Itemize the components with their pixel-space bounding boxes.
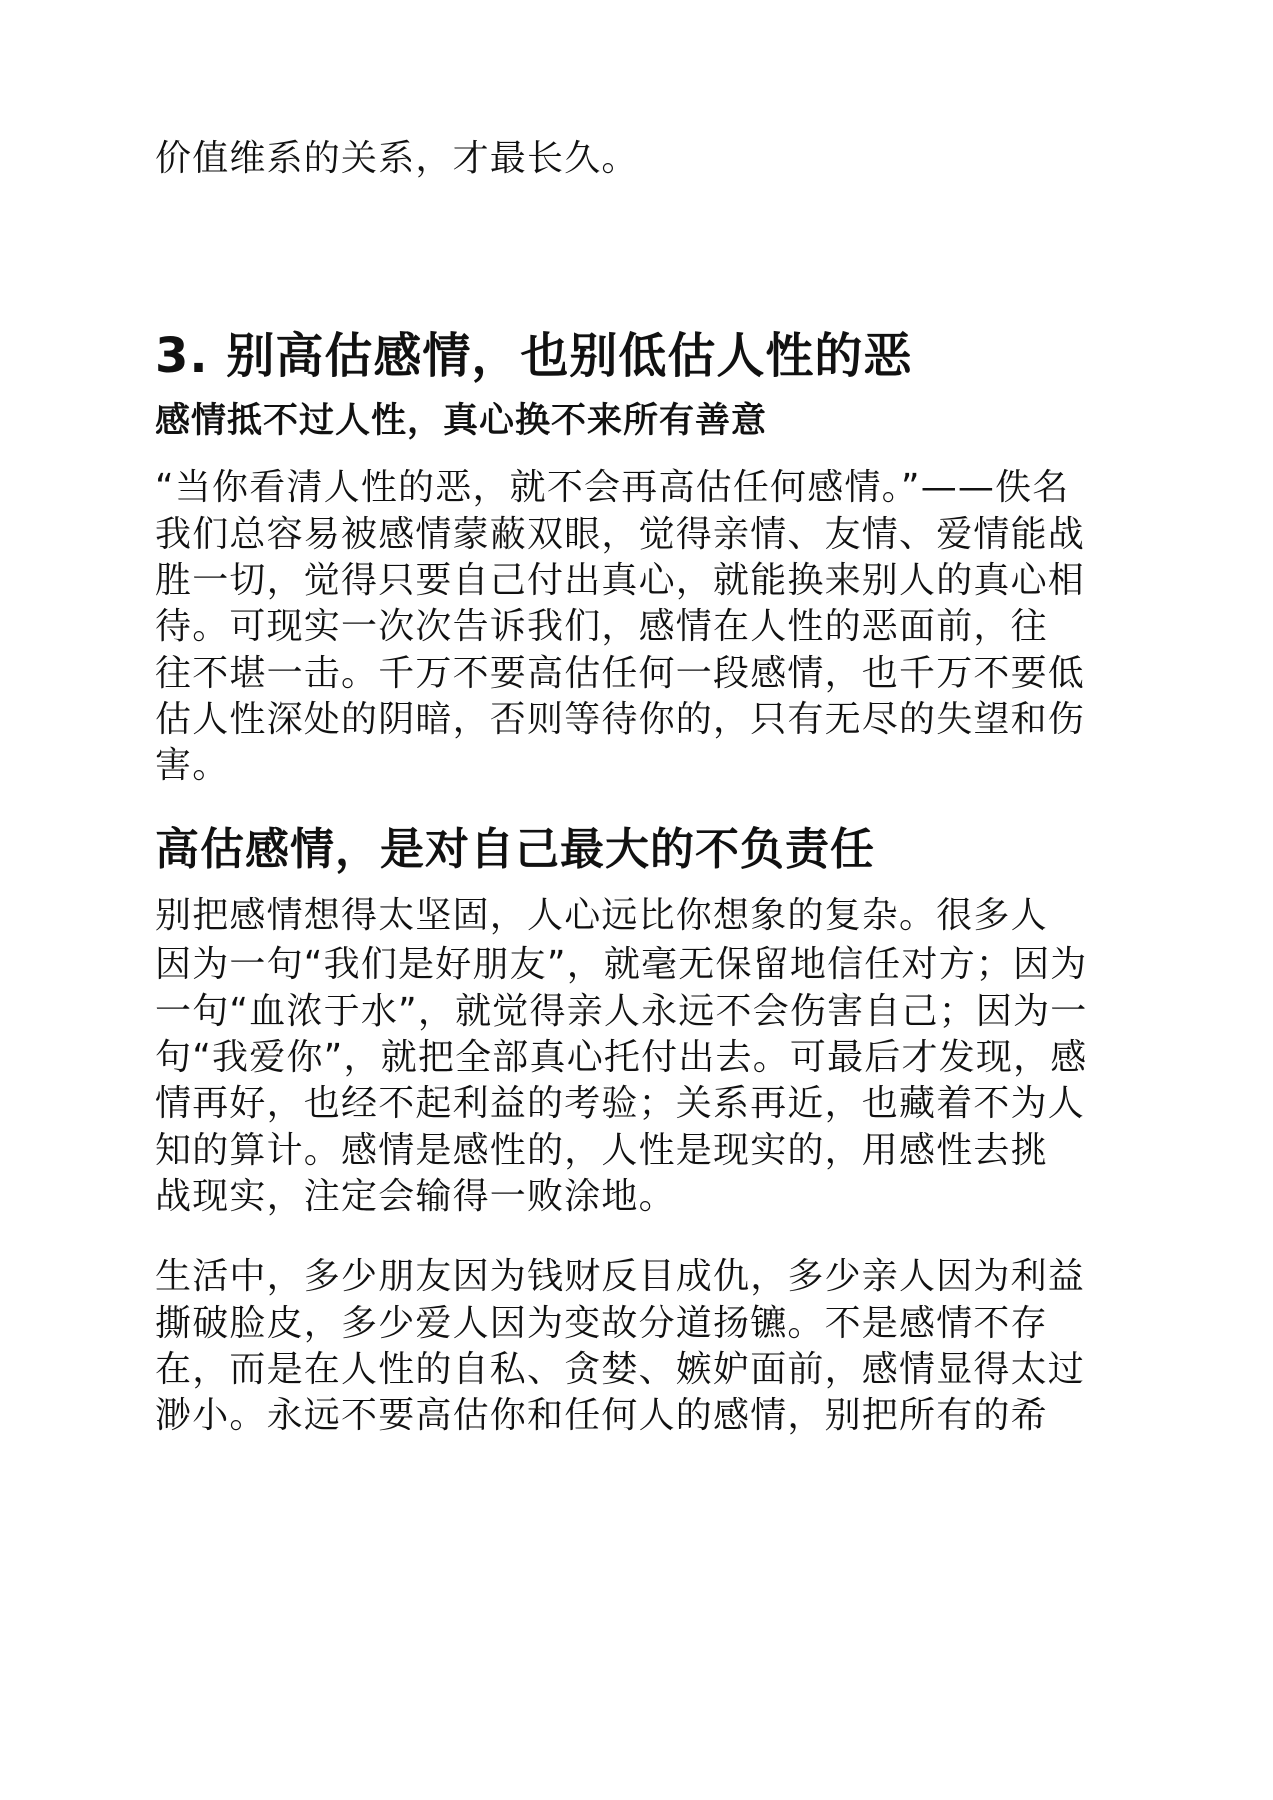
paragraph-line: 情再好，也经不起利益的考验；关系再近，也藏着不为人 xyxy=(155,1083,1086,1124)
paragraph-line: 知的算计。感情是感性的，人性是现实的，用感性去挑 xyxy=(155,1130,1048,1171)
intro-line: 价值维系的关系，才最长久。 xyxy=(155,138,639,179)
paragraph-line: 句“我爱你”，就把全部真心托付出去。可最后才发现，感 xyxy=(155,1037,1088,1078)
paragraph-line: 待。可现实一次次告诉我们，感情在人性的恶面前，往 xyxy=(155,606,1048,647)
paragraph-line: “当你看清人性的恶，就不会再高估任何感情。”——佚名 xyxy=(155,467,1070,508)
paragraph-line: 撕破脸皮，多少爱人因为变故分道扬镳。不是感情不存 xyxy=(155,1303,1048,1344)
paragraph-line: 我们总容易被感情蒙蔽双眼，觉得亲情、友情、爱情能战 xyxy=(155,514,1086,555)
section-3-title: 3. 别高估感情，也别低估人性的恶 xyxy=(155,328,913,384)
paragraph-line: 因为一句“我们是好朋友”，就毫无保留地信任对方；因为 xyxy=(155,944,1088,985)
section-heading-overestimate: 高估感情，是对自己最大的不负责任 xyxy=(155,824,875,875)
paragraph-line: 胜一切，觉得只要自己付出真心，就能换来别人的真心相 xyxy=(155,560,1086,601)
paragraph-line: 渺小。永远不要高估你和任何人的感情，别把所有的希 xyxy=(155,1395,1048,1436)
paragraph-line: 害。 xyxy=(155,745,230,786)
paragraph-line: 战现实，注定会输得一败涂地。 xyxy=(155,1176,676,1217)
paragraph-line: 在，而是在人性的自私、贪婪、嫉妒面前，感情显得太过 xyxy=(155,1349,1086,1390)
section-3-subtitle: 感情抵不过人性，真心换不来所有善意 xyxy=(155,401,768,441)
paragraph-line: 生活中，多少朋友因为钱财反目成仇，多少亲人因为利益 xyxy=(155,1256,1086,1297)
paragraph-line: 别把感情想得太坚固，人心远比你想象的复杂。很多人 xyxy=(155,895,1048,936)
paragraph-line: 估人性深处的阴暗，否则等待你的，只有无尽的失望和伤 xyxy=(155,699,1086,740)
paragraph-line: 一句“血浓于水”，就觉得亲人永远不会伤害自己；因为一 xyxy=(155,991,1088,1032)
paragraph-line: 往不堪一击。千万不要高估任何一段感情，也千万不要低 xyxy=(155,653,1086,694)
